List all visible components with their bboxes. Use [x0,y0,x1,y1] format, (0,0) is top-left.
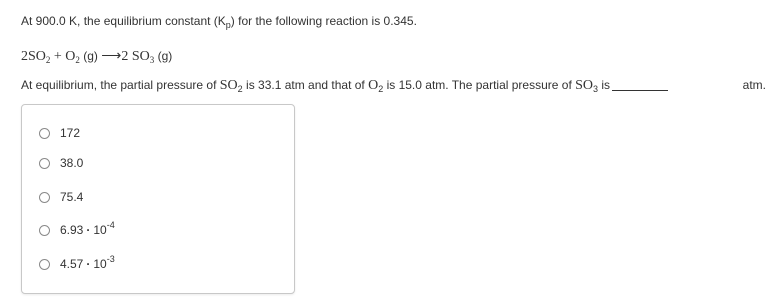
product-so3-subscript: 3 [149,55,155,65]
multiply-dot: · [86,223,91,237]
choice-label: 38.0 [60,156,84,170]
choice-label [60,220,115,237]
o2-subscript: 2 [378,84,384,94]
choice-base: 10 [93,223,107,237]
reactant-o2: + O [50,49,76,64]
so3-subscript: 3 [593,84,599,94]
reaction-equation [21,48,172,65]
so2-formula: SO [219,78,238,93]
radio-button[interactable] [39,158,50,169]
choice-1[interactable] [39,125,80,141]
choice-base: 10 [93,257,107,271]
so2-subscript: 2 [237,84,243,94]
choice-4[interactable] [39,222,115,238]
choice-label: 75.4 [60,190,84,204]
choice-5[interactable] [39,256,115,272]
unit-label: atm. [742,78,766,92]
choice-mantissa: 4.57 [60,257,84,271]
reactant-o2-subscript: 2 [75,55,80,65]
reactant-state: (g) [79,49,102,63]
radio-button[interactable] [39,192,50,203]
so3-formula: SO [575,78,594,93]
choice-label: 172 [60,126,81,140]
choice-mantissa: 6.93 [60,223,84,237]
radio-button[interactable] [39,128,50,139]
choice-exponent: -4 [106,220,115,230]
reactant-so2-subscript: 2 [45,55,51,65]
multiply-dot: · [86,257,91,271]
body-text-1: At equilibrium, the partial pressure of [21,78,220,92]
reaction-arrow: ⟶ [101,49,122,64]
body-text-3: is 15.0 atm. The partial pressure of [383,78,576,92]
question-intro [21,14,417,28]
choice-2[interactable] [39,155,83,171]
body-text-4: is [598,78,611,92]
body-text-2: is 33.1 atm and that of [242,78,369,92]
intro-suffix: ) for the following reaction is 0.345. [230,14,417,28]
question-body [21,78,766,94]
kp-subscript: p [225,20,231,30]
choice-3[interactable] [39,189,83,205]
intro-prefix: At 900.0 K, the equilibrium constant (K [21,14,226,28]
choice-label [60,254,115,271]
answer-choices [21,104,295,294]
product-state: (g) [154,49,173,63]
choice-exponent: -3 [106,254,115,264]
radio-button[interactable] [39,259,50,270]
radio-button[interactable] [39,225,50,236]
answer-blank [612,80,668,91]
product-so3: 2 SO [121,49,150,64]
o2-formula: O [368,78,379,93]
reactant-so2: 2SO [21,49,46,64]
